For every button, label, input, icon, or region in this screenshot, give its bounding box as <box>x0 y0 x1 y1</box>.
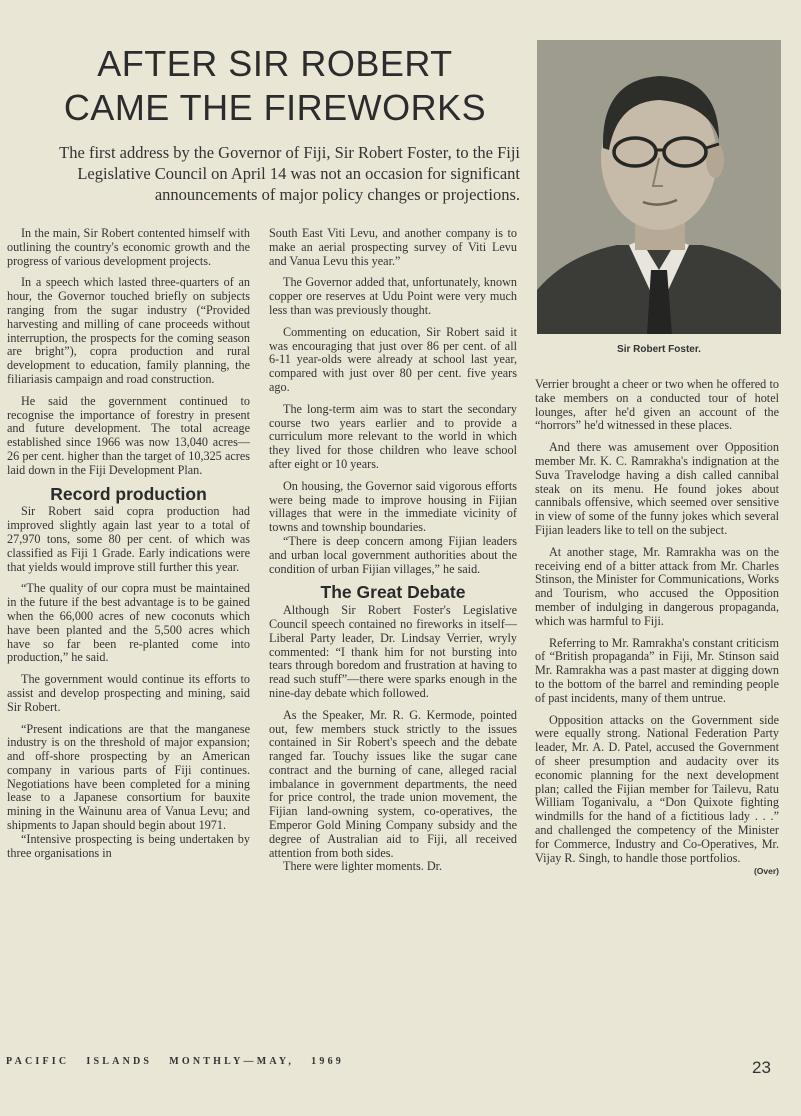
subheading-great-debate: The Great Debate <box>320 582 466 603</box>
column-1 <box>7 227 250 860</box>
paragraph: The long-term aim was to start the secondary course two years earlier and to provide a curriculum more relevant to the world in which they lived for those children who leave school after eight or 10 years. <box>269 401 517 471</box>
continued-marker: (Over) <box>753 866 779 877</box>
paragraph: “Present indications are that the manganese industry is on the threshold of major expansion; and off-shore prospecting by an American company in various parts of Fiji continues. Negotiations have been completed for a mining lease to a Japanese consortium for bauxite mining in the Wainunu area of Vanua Levu; and shipments to Japan should begin about 1971. <box>7 721 250 833</box>
paragraph: “There is deep concern among Fijian leaders and urban local government authorities about the condition of urban Fijian villages,” he said. <box>269 533 517 576</box>
photo-caption: Sir Robert Foster. <box>617 344 701 355</box>
paragraph: Referring to Mr. Ramrakha's constant criticism of “British propaganda” in Fiji, Mr. Stinson said Mr. Ramrakha was a past master at digging down to the bottom of the barrel and reminding people of past incidents, many of them untrue. <box>535 635 779 705</box>
headline: AFTER SIR ROBERT CAME THE FIREWORKS <box>63 43 487 128</box>
paragraph-text: Opposition attacks on the Government side were equally strong. National Federation Party leader, Mr. A. D. Patel, accused the Government of sheer presumption and audacity over its economic planning for the next development plan; called the Fijian member for Tailevu, Ratu William Toganivalu, a “Don Quixote fighting windmills for the hand of a fictitious lady . . .” and challenged the competency of the Minister for Commerce, Industry and Co-Operatives, Mr. Vijay R. Singh, to handle those portfolios. <box>535 712 779 865</box>
paragraph: In a speech which lasted three-quarters of an hour, the Governor touched briefly on subjects ranging from the sugar industry (“Provided harvesting and milling of cane proceeds without interruption, the prospects for the coming season are bright”), copra production and rural development to education, family planning, the filiariasis campaign and road construction. <box>7 275 250 386</box>
paragraph: Although Sir Robert Foster's Legislative Council speech contained no fireworks in itself—Liberal Party leader, Dr. Lindsay Verrier, wryly commented: “I thank him for not bursting into tears through boredom and frustration at having to read such stuff”—there were sparks enough in the nine-day debate which followed. <box>269 603 517 700</box>
paragraph: Verrier brought a cheer or two when he offered to take members on a conducted tour of hotel lounges, after he'd given an account of the “horrors” he'd witnessed in these places. <box>535 377 779 433</box>
paragraph: At another stage, Mr. Ramrakha was on the receiving end of a bitter attack from Mr. Charles Stinson, the Minister for Communications, Works and Tourism, who accused the Opposition member of indulging in dangerous propaganda, which was harmful to Fiji. <box>535 544 779 628</box>
paragraph: There were lighter moments. Dr. <box>283 859 443 874</box>
paragraph: South East Viti Levu, and another company is to make an aerial prospecting survey of Viti Levu and Vanua Levu this year.” <box>269 226 517 268</box>
column-2 <box>269 227 517 874</box>
paragraph: “Intensive prospecting is being undertaken by three organisations in <box>7 831 250 860</box>
paragraph: As the Speaker, Mr. R. G. Kermode, pointed out, few members stuck strictly to the issues contained in Sir Robert's speech and the debate ranged far. Touchy issues like the sugar cane contract and the burning of cane, alleged racial imbalance in government departments, the need for price control, the trade union movement, the Fijian land-owning system, co-operatives, the Emperor Gold Mining Company subsidy and the degree of Australian aid to Fiji, all received attention from both sides. <box>269 707 517 860</box>
paragraph: On housing, the Governor said vigorous efforts were being made to improve housing in Fijian villages that were in the immediate vicinity of towns and township boundaries. <box>269 478 517 535</box>
portrait-photo <box>537 40 781 334</box>
column-3 <box>535 378 779 879</box>
subheading-record-production: Record production <box>50 483 207 504</box>
publication-footer: PACIFIC ISLANDS MONTHLY—MAY, 1969 <box>6 1056 344 1067</box>
deck: The first address by the Governor of Fiji, Sir Robert Foster, to the Fiji Legislative Council on April 14 was not an occasion for significant announcements of major policy changes or projections. <box>59 143 520 204</box>
paragraph: Commenting on education, Sir Robert said it was encouraging that just over 86 per cent. of all 6-11 year-olds were already at school last year, compared with just over 80 per cent. five years ago. <box>269 324 517 394</box>
paragraph: The government would continue its efforts to assist and develop prospecting and mining, said Sir Robert. <box>7 672 250 714</box>
page-number: 23 <box>752 1058 771 1077</box>
paragraph: “The quality of our copra must be maintained in the future if the best advantage is to be gained when the 66,000 acres of new coconuts which have been planted and the 5,500 acres which have so far been re-planted come into production,” he said. <box>7 581 250 665</box>
paragraph: Sir Robert said copra production had improved slightly again last year to a total of 27,970 tons, some 80 per cent. of which was classified as Fiji 1 Grade. Early indications were that yields would improve still further this year. <box>7 504 250 574</box>
paragraph: He said the government continued to recognise the importance of forestry in present and future development. The total acreage established since 1966 was now 13,040 acres—26 per cent. higher than the target of 10,325 acres laid down in the Fiji Development Plan. <box>7 393 250 477</box>
portrait-illustration <box>537 40 781 334</box>
paragraph <box>535 712 779 877</box>
paragraph: The Governor added that, unfortunately, known copper ore reserves at Udu Point were very much less than was previously thought. <box>269 275 517 317</box>
paragraph: In the main, Sir Robert contented himself with outlining the country's economic growth and the progress of various development projects. <box>7 226 250 268</box>
paragraph: And there was amusement over Opposition member Mr. K. C. Ramrakha's indignation at the Suva Travelodge having a dish called cannibal steak on its menu. He found jokes about cannibals offensive, which seemed over sensitive in view of some of the funny jokes which several Fijian leaders like to tell on the subject. <box>535 440 779 537</box>
